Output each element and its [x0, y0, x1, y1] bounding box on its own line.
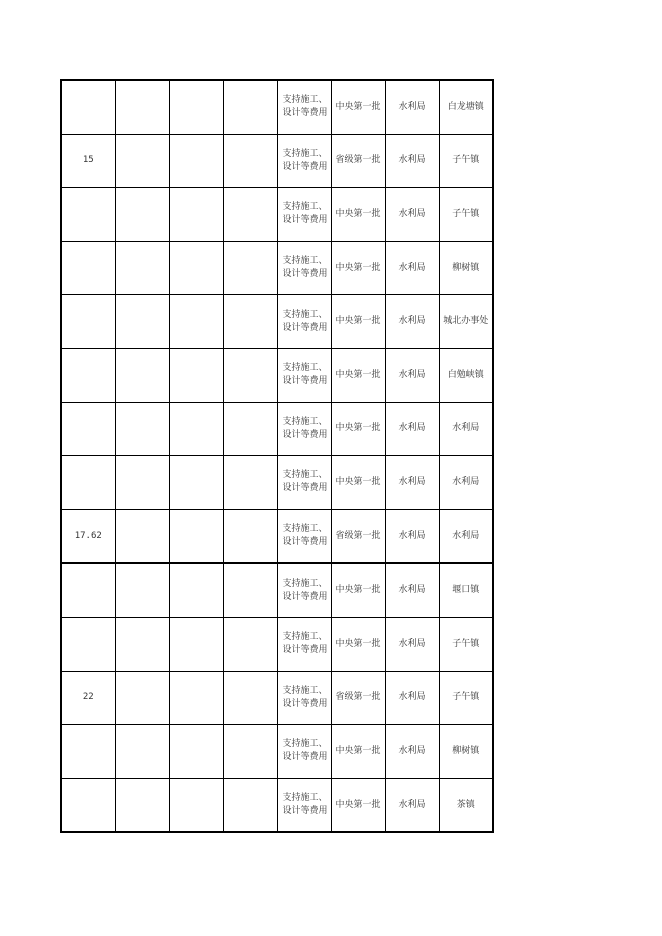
purpose-cell[interactable]: 支持施工、设计等费用 — [277, 456, 331, 510]
amount-cell[interactable] — [61, 563, 115, 617]
town-cell[interactable]: 城北办事处 — [439, 295, 493, 349]
department-cell[interactable]: 水利局 — [385, 563, 439, 617]
empty-cell[interactable] — [115, 134, 169, 188]
department-cell[interactable]: 水利局 — [385, 241, 439, 295]
department-cell[interactable]: 水利局 — [385, 671, 439, 725]
table-row — [61, 778, 493, 832]
empty-cell[interactable] — [223, 671, 277, 725]
batch-cell[interactable]: 中央第一批 — [331, 778, 385, 832]
batch-cell[interactable]: 中央第一批 — [331, 348, 385, 402]
town-cell[interactable]: 茶镇 — [439, 778, 493, 832]
table-row — [61, 617, 493, 671]
department-cell[interactable]: 水利局 — [385, 188, 439, 242]
spreadsheet-table — [60, 79, 494, 833]
empty-cell[interactable] — [115, 509, 169, 563]
empty-cell[interactable] — [169, 671, 223, 725]
town-cell[interactable]: 子午镇 — [439, 671, 493, 725]
empty-cell[interactable] — [115, 295, 169, 349]
batch-cell[interactable]: 中央第一批 — [331, 80, 385, 134]
empty-cell[interactable] — [169, 80, 223, 134]
town-cell[interactable]: 白勉峡镇 — [439, 348, 493, 402]
town-cell[interactable]: 子午镇 — [439, 134, 493, 188]
batch-cell[interactable]: 中央第一批 — [331, 456, 385, 510]
empty-cell[interactable] — [115, 778, 169, 832]
empty-cell[interactable] — [115, 80, 169, 134]
purpose-cell[interactable]: 支持施工、设计等费用 — [277, 188, 331, 242]
purpose-cell[interactable]: 支持施工、设计等费用 — [277, 80, 331, 134]
empty-cell[interactable] — [223, 241, 277, 295]
town-cell[interactable]: 水利局 — [439, 402, 493, 456]
purpose-cell[interactable]: 支持施工、设计等费用 — [277, 348, 331, 402]
amount-cell[interactable] — [61, 456, 115, 510]
amount-cell[interactable] — [61, 348, 115, 402]
batch-cell[interactable]: 省级第一批 — [331, 134, 385, 188]
amount-cell[interactable] — [61, 725, 115, 779]
town-cell[interactable]: 子午镇 — [439, 617, 493, 671]
table-row — [61, 348, 493, 402]
purpose-cell[interactable]: 支持施工、设计等费用 — [277, 617, 331, 671]
table-body — [61, 80, 493, 832]
department-cell[interactable]: 水利局 — [385, 778, 439, 832]
purpose-cell[interactable]: 支持施工、设计等费用 — [277, 134, 331, 188]
purpose-cell[interactable]: 支持施工、设计等费用 — [277, 778, 331, 832]
empty-cell[interactable] — [115, 563, 169, 617]
amount-cell[interactable] — [61, 778, 115, 832]
batch-cell[interactable]: 省级第一批 — [331, 509, 385, 563]
table-row — [61, 188, 493, 242]
empty-cell[interactable] — [115, 617, 169, 671]
empty-cell[interactable] — [169, 725, 223, 779]
amount-cell[interactable] — [61, 241, 115, 295]
empty-cell[interactable] — [223, 509, 277, 563]
empty-cell[interactable] — [169, 456, 223, 510]
batch-cell[interactable]: 中央第一批 — [331, 188, 385, 242]
batch-cell[interactable]: 中央第一批 — [331, 725, 385, 779]
empty-cell[interactable] — [169, 188, 223, 242]
department-cell[interactable]: 水利局 — [385, 348, 439, 402]
table-row — [61, 402, 493, 456]
empty-cell[interactable] — [169, 617, 223, 671]
table-row — [61, 134, 493, 188]
department-cell[interactable]: 水利局 — [385, 509, 439, 563]
purpose-cell[interactable]: 支持施工、设计等费用 — [277, 671, 331, 725]
amount-cell[interactable]: 17.62 — [61, 509, 115, 563]
department-cell[interactable]: 水利局 — [385, 402, 439, 456]
table-row — [61, 241, 493, 295]
town-cell[interactable]: 白龙塘镇 — [439, 80, 493, 134]
purpose-cell[interactable]: 支持施工、设计等费用 — [277, 295, 331, 349]
empty-cell[interactable] — [169, 509, 223, 563]
table-row — [61, 295, 493, 349]
empty-cell[interactable] — [169, 402, 223, 456]
purpose-cell[interactable]: 支持施工、设计等费用 — [277, 241, 331, 295]
batch-cell[interactable]: 中央第一批 — [331, 617, 385, 671]
town-cell[interactable]: 堰口镇 — [439, 563, 493, 617]
empty-cell[interactable] — [223, 134, 277, 188]
department-cell[interactable]: 水利局 — [385, 725, 439, 779]
department-cell[interactable]: 水利局 — [385, 134, 439, 188]
town-cell[interactable]: 子午镇 — [439, 188, 493, 242]
empty-cell[interactable] — [223, 778, 277, 832]
table-row — [61, 671, 493, 725]
purpose-cell[interactable]: 支持施工、设计等费用 — [277, 509, 331, 563]
empty-cell[interactable] — [115, 725, 169, 779]
table-row — [61, 563, 493, 617]
empty-cell[interactable] — [169, 241, 223, 295]
empty-cell[interactable] — [169, 563, 223, 617]
table-row — [61, 725, 493, 779]
purpose-cell[interactable]: 支持施工、设计等费用 — [277, 402, 331, 456]
empty-cell[interactable] — [115, 456, 169, 510]
amount-cell[interactable] — [61, 80, 115, 134]
empty-cell[interactable] — [115, 241, 169, 295]
batch-cell[interactable]: 中央第一批 — [331, 295, 385, 349]
department-cell[interactable]: 水利局 — [385, 80, 439, 134]
table-row — [61, 80, 493, 134]
department-cell[interactable]: 水利局 — [385, 295, 439, 349]
amount-cell[interactable] — [61, 295, 115, 349]
empty-cell[interactable] — [223, 725, 277, 779]
amount-cell[interactable]: 22 — [61, 671, 115, 725]
empty-cell[interactable] — [169, 134, 223, 188]
batch-cell[interactable]: 中央第一批 — [331, 241, 385, 295]
town-cell[interactable]: 水利局 — [439, 456, 493, 510]
amount-cell[interactable] — [61, 402, 115, 456]
empty-cell[interactable] — [169, 295, 223, 349]
empty-cell[interactable] — [115, 348, 169, 402]
empty-cell[interactable] — [223, 563, 277, 617]
empty-cell[interactable] — [223, 348, 277, 402]
amount-cell[interactable] — [61, 188, 115, 242]
empty-cell[interactable] — [223, 617, 277, 671]
empty-cell[interactable] — [115, 188, 169, 242]
empty-cell[interactable] — [115, 402, 169, 456]
batch-cell[interactable]: 省级第一批 — [331, 671, 385, 725]
town-cell[interactable]: 柳树镇 — [439, 241, 493, 295]
amount-cell[interactable] — [61, 617, 115, 671]
empty-cell[interactable] — [169, 778, 223, 832]
table-row — [61, 456, 493, 510]
department-cell[interactable]: 水利局 — [385, 456, 439, 510]
empty-cell[interactable] — [223, 188, 277, 242]
empty-cell[interactable] — [223, 402, 277, 456]
empty-cell[interactable] — [169, 348, 223, 402]
empty-cell[interactable] — [115, 671, 169, 725]
empty-cell[interactable] — [223, 456, 277, 510]
department-cell[interactable]: 水利局 — [385, 617, 439, 671]
batch-cell[interactable]: 中央第一批 — [331, 402, 385, 456]
town-cell[interactable]: 柳树镇 — [439, 725, 493, 779]
table-row — [61, 509, 493, 563]
purpose-cell[interactable]: 支持施工、设计等费用 — [277, 725, 331, 779]
amount-cell[interactable]: 15 — [61, 134, 115, 188]
empty-cell[interactable] — [223, 295, 277, 349]
empty-cell[interactable] — [223, 80, 277, 134]
batch-cell[interactable]: 中央第一批 — [331, 563, 385, 617]
purpose-cell[interactable]: 支持施工、设计等费用 — [277, 563, 331, 617]
town-cell[interactable]: 水利局 — [439, 509, 493, 563]
